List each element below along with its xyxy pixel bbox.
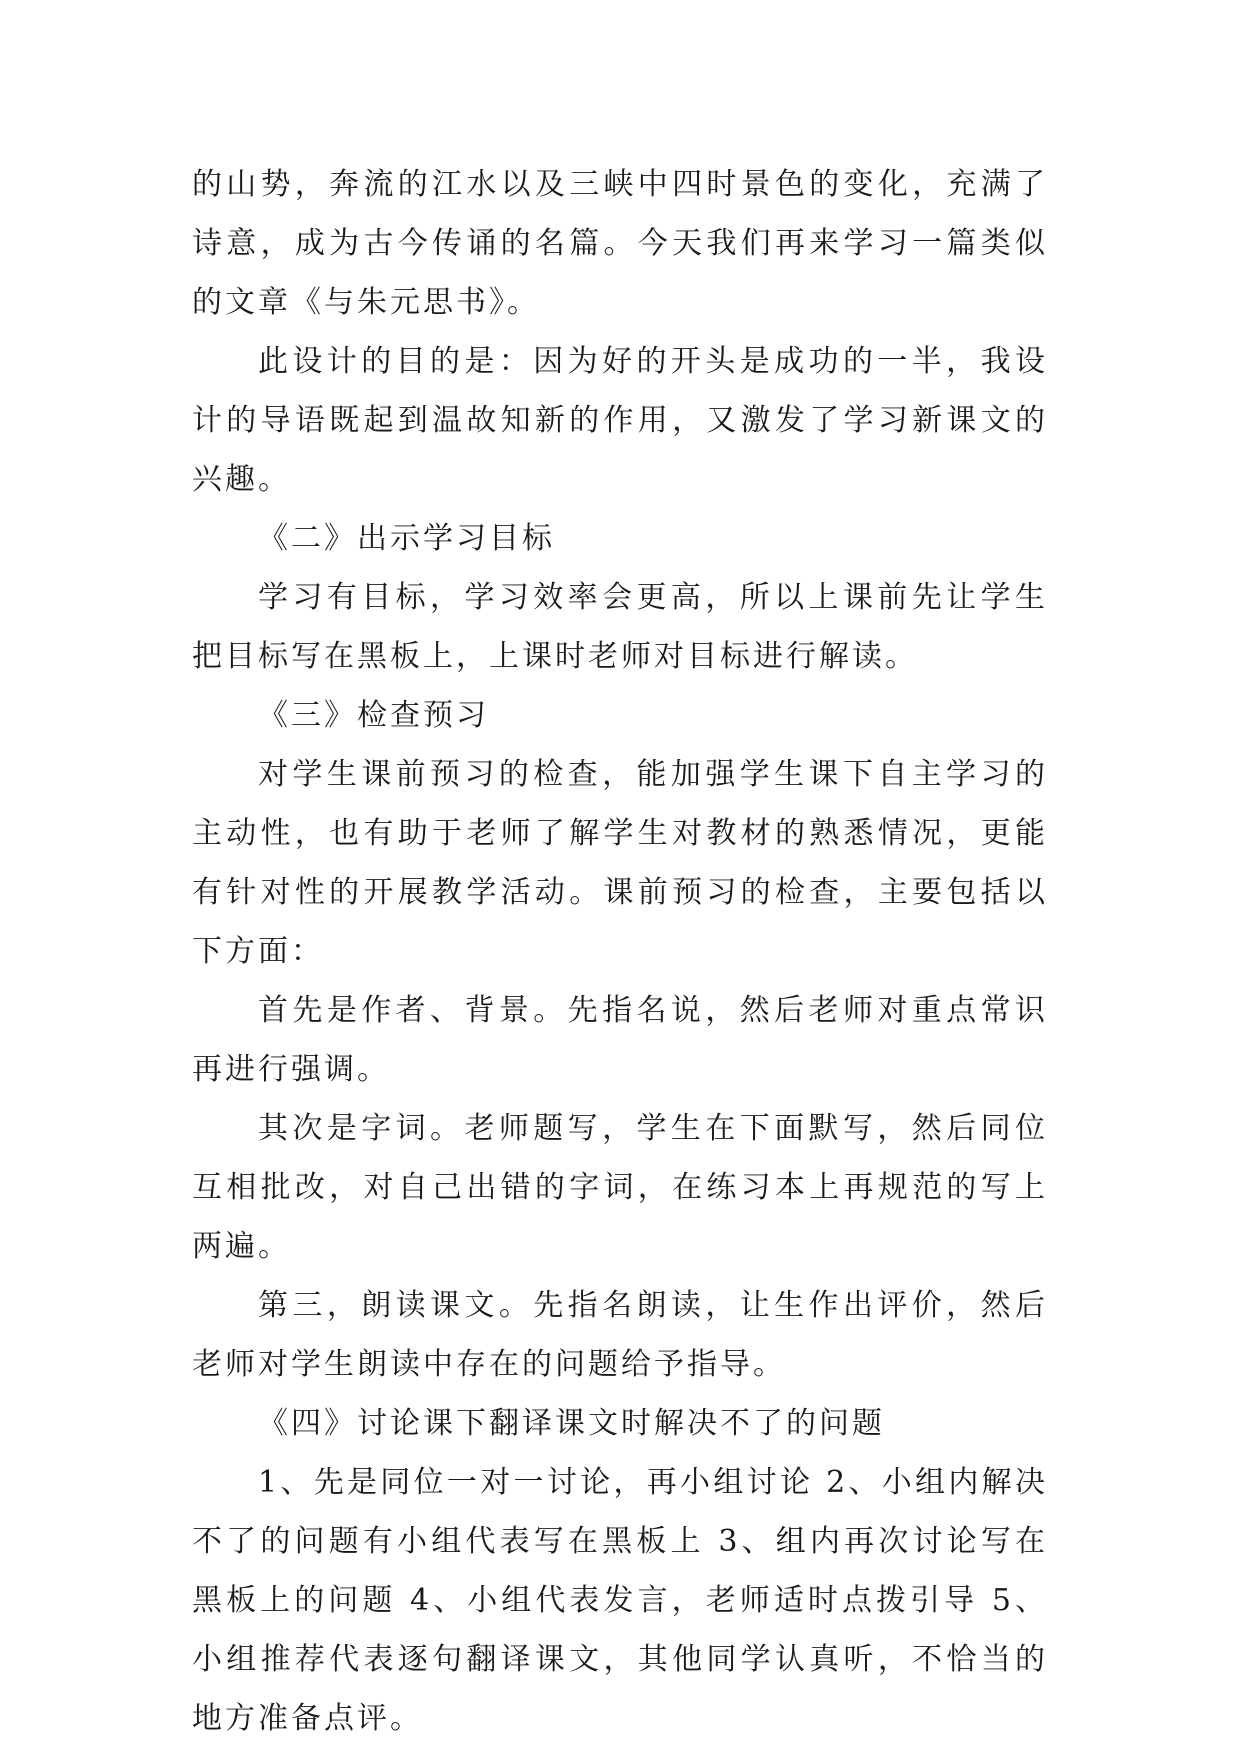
paragraph-vocabulary: 其次是字词。老师题写，学生在下面默写，然后同位互相批改，对自己出错的字词，在练习本上再规范的写上两遍。	[192, 1111, 1048, 1264]
document-body	[192, 155, 1048, 1748]
paragraph-check-preview: 对学生课前预习的检查，能加强学生课下自主学习的主动性，也有助于老师了解学生对教材的熟悉情况，更能有针对性的开展教学活动。课前预习的检查，主要包括以下方面：	[192, 757, 1048, 969]
paragraph-learning-goals: 学习有目标，学习效率会更高，所以上课前先让学生把目标写在黑板上，上课时老师对目标进行解读。	[192, 580, 1048, 674]
paragraph-discussion-steps: 1、先是同位一对一讨论，再小组讨论 2、小组内解决不了的问题有小组代表写在黑板上 3、组内再次讨论写在黑板上的问题 4、小组代表发言，老师适时点拨引导 5、小组推荐代表逐句翻译课文，其他同学认真听，不恰当的地方准备点评。	[192, 1465, 1048, 1736]
section-heading-learning-goals: 《二》出示学习目标	[258, 521, 555, 556]
paragraph-reading-aloud: 第三，朗读课文。先指名朗读，让生作出评价，然后老师对学生朗读中存在的问题给予指导。	[192, 1288, 1048, 1382]
paragraph-author-background: 首先是作者、背景。先指名说，然后老师对重点常识再进行强调。	[192, 993, 1048, 1087]
paragraph-intro-continued: 的山势，奔流的江水以及三峡中四时景色的变化，充满了诗意，成为古今传诵的名篇。今天我们再来学习一篇类似的文章《与朱元思书》。	[192, 167, 1048, 320]
paragraph-design-purpose: 此设计的目的是：因为好的开头是成功的一半，我设计的导语既起到温故知新的作用，又激发了学习新课文的兴趣。	[192, 344, 1048, 497]
section-heading-check-preview: 《三》检查预习	[258, 698, 489, 733]
section-heading-discussion: 《四》讨论课下翻译课文时解决不了的问题	[258, 1406, 885, 1441]
